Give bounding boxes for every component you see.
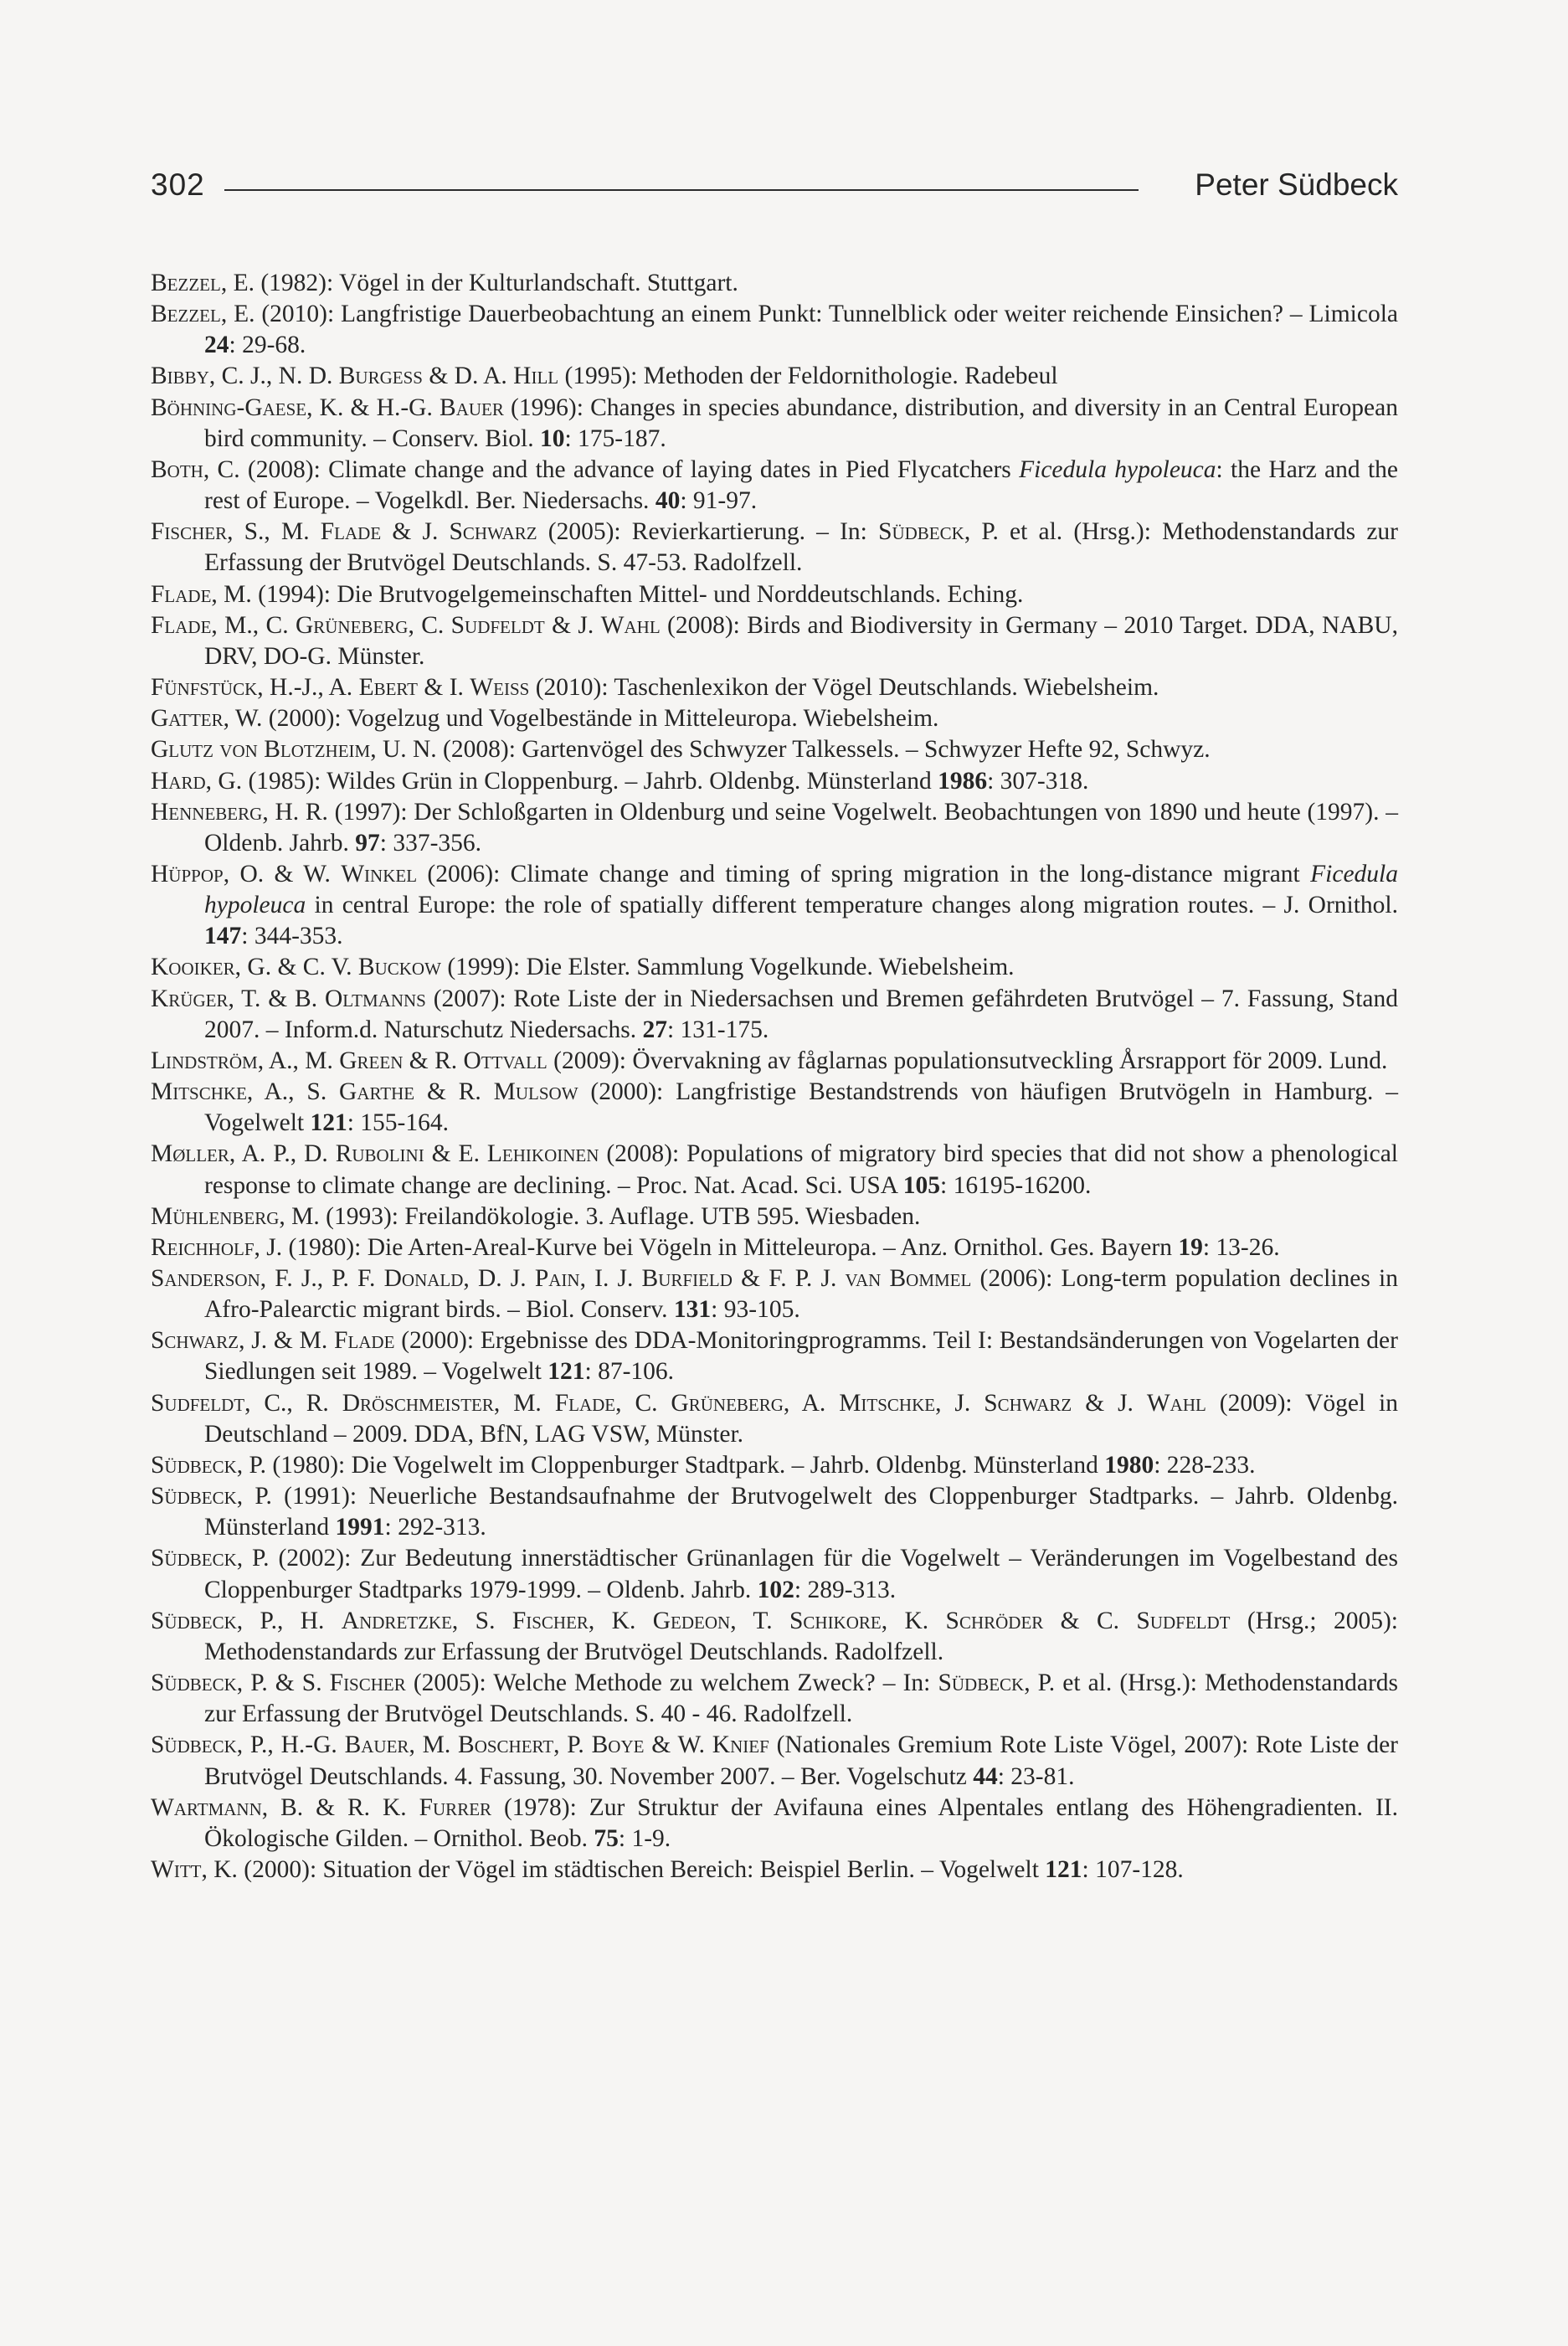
author-name: Südbeck [151,1451,237,1479]
page-number: 302 [151,167,205,202]
author-name: Hard [151,767,206,795]
species-name: Ficedula hypoleuca [1019,455,1216,483]
author-name: Dröschmeister [342,1389,494,1417]
author-name: Schwarz [449,518,537,546]
reference-text: (1978): Zur Struktur der Avifauna eines Alpentales entlang des Höhengradienten. II. Ökologische Gilden. – Ornithol. Beob. [204,1793,1399,1852]
reference-list [151,268,1398,1886]
volume-number: 10 [539,424,565,452]
reference-text: & J. [381,518,450,546]
reference-text: : 91-97. [680,487,758,515]
author-name: Kooiker [151,954,235,981]
reference-entry [151,268,1398,299]
reference-text: , K. [588,1607,653,1634]
author-name: Andretzke [341,1607,452,1634]
reference-entry [151,299,1398,361]
reference-entry [151,1606,1398,1668]
volume-number: 1986 [938,767,988,795]
reference-text: , P. (1991): Neuerliche Bestandsaufnahme der Brutvogelwelt des Cloppenburger Stadtparks. – Jahrb. Oldenbg. Münsterland [204,1483,1398,1541]
author-name: Fischer [329,1669,406,1697]
author-name: Schikore [789,1607,882,1634]
reference-text: : 87-106. [584,1358,675,1386]
reference-text: : 93-105. [711,1296,800,1324]
running-header-author: Peter Südbeck [1195,167,1398,202]
reference-text: , A. [783,1389,840,1417]
author-name: Sanderson [151,1265,260,1292]
volume-number: 147 [204,923,242,950]
author-name: Reichholf [151,1233,254,1261]
author-name: van Bommel [845,1265,972,1292]
author-name: Südbeck [151,1607,237,1634]
author-name: Rubolini [335,1140,424,1168]
reference-text: , H.-J., A. [257,674,359,702]
reference-entry [151,1201,1398,1232]
author-name: Møller [151,1140,229,1168]
reference-text: , C. J., N. D. [208,363,339,390]
reference-entry [151,1481,1398,1543]
reference-text: , C. [408,611,451,639]
reference-text: & J. [544,611,601,639]
reference-text: : 155-164. [347,1109,449,1137]
reference-text: : 13-26. [1202,1233,1280,1261]
author-name: Burfield [641,1265,733,1292]
reference-entry [151,1388,1398,1450]
volume-number: 24 [204,332,229,359]
reference-entry [151,1668,1398,1730]
reference-text: , P. et al. (Hrsg.): Methodenstandards zur Erfassung der Brutvögel Deutschlands. S. 40 - 46. Radolfzell. [204,1669,1398,1728]
volume-number: 102 [757,1576,794,1603]
reference-text: , A. P., D. [229,1140,336,1168]
volume-number: 131 [673,1296,712,1324]
author-name: Flade [151,611,212,639]
volume-number: 121 [548,1358,585,1386]
author-name: Witt [151,1855,202,1883]
author-name: Furrer [419,1793,492,1821]
reference-text: (1995): Methoden der Feldornithologie. Radebeul [558,363,1058,390]
author-name: Sudfeldt [1136,1607,1231,1634]
reference-entry [151,517,1398,579]
author-name: Schwarz [151,1327,239,1355]
reference-text: : 107-128. [1082,1855,1184,1883]
author-name: Sudfeldt [450,611,545,639]
volume-number: 40 [655,487,681,515]
species-name: Ficedula hypoleuca [204,860,1399,919]
reference-text: , P. (2002): Zur Bedeutung innerstädtischer Grünanlagen für die Vogelwelt – Veränderungen im Vogelbestand des Cloppenburger Stadtparks 1979-1999. – Oldenb. Jahrb. [204,1545,1398,1603]
author-name: Green [339,1047,404,1074]
reference-text: , O. & W. [223,860,342,887]
reference-text: (2005): Revierkartierung. – In: [537,518,879,546]
reference-text: , P., H.-G. [236,1731,345,1759]
author-name: Südbeck [151,1731,237,1759]
reference-entry [151,1077,1398,1139]
author-name: Bezzel [151,301,221,328]
reference-text: : 307-318. [987,767,1089,795]
author-name: Boye [591,1731,645,1759]
author-name: Bezzel [151,270,221,296]
reference-entry [151,1855,1398,1886]
reference-entry [151,361,1398,392]
reference-text: in central Europe: the role of spatially different temperature changes along migration routes. – J. Ornithol. [306,892,1398,919]
author-name: Boschert [458,1731,554,1759]
author-name: Südbeck [151,1483,237,1510]
author-name: Knief [712,1731,769,1759]
author-name: Mitschke [151,1078,247,1106]
reference-text: & W. [644,1731,712,1759]
reference-text: , G. & C. V. [234,954,358,981]
reference-text: , C., R. [244,1389,342,1417]
volume-number: 97 [355,829,380,857]
reference-entry [151,766,1398,797]
author-name: Ottvall [463,1047,548,1074]
author-name: Gatter [151,705,224,733]
reference-text: , B. & R. K. [261,1793,419,1821]
volume-number: 27 [642,1016,667,1043]
reference-entry [151,1730,1398,1792]
reference-entry [151,455,1398,517]
reference-entry [151,797,1398,859]
reference-entry [151,672,1398,703]
reference-entry [151,1232,1398,1263]
author-name: Glutz von Blotzheim [151,736,371,764]
author-name: Südbeck [151,1669,237,1697]
author-name: Weiß [470,674,530,702]
author-name: Südbeck [151,1545,237,1572]
author-name: Fünfstück [151,674,258,702]
author-name: Schwarz [984,1389,1072,1417]
reference-text: , T. & B. [228,985,325,1012]
reference-text: , D. J. [463,1265,535,1292]
reference-entry [151,734,1398,765]
reference-text: , C. (2008): Climate change and the advance of laying dates in Pied Flycatchers [203,455,1020,483]
reference-text: & E. [424,1140,487,1168]
author-name: Garthe [339,1078,415,1106]
reference-text: : 29-68. [229,332,306,359]
author-name: Burgess [338,363,423,390]
reference-entry [151,984,1398,1046]
author-name: Wartmann [151,1793,262,1821]
author-name: Hill [513,363,559,390]
volume-number: 19 [1178,1233,1203,1261]
reference-text: , M. (1994): Die Brutvogelgemeinschaften Mittel- und Norddeutschlands. Eching. [211,580,1024,608]
reference-text: (2005): Welche Methode zu welchem Zweck? – In: [405,1669,938,1697]
author-name: Böhning-Gaese [151,394,307,421]
author-name: Grüneberg [295,611,409,639]
reference-text: , A., S. [246,1078,340,1106]
reference-text: (2000): Ergebnisse des DDA-Monitoringprogramms. Teil I: Bestandsänderungen von Vogelarten der Siedlungen seit 1989. – Vogelwelt [204,1327,1398,1386]
reference-text: : 228-233. [1154,1451,1256,1479]
author-name: Flade [334,1327,395,1355]
reference-entry [151,1325,1398,1387]
reference-text: (2006): Long-term population declines in Afro-Palearctic migrant birds. – Biol. Conserv. [204,1265,1398,1324]
author-name: Sudfeldt [151,1389,245,1417]
volume-number: 105 [902,1171,941,1199]
reference-text: : the Harz and the rest of Europe. – Vogelkdl. Ber. Niedersachs. [204,455,1399,515]
author-name: Südbeck [878,518,964,546]
reference-text: (2008): Populations of migratory bird species that did not show a phenological response to climate change are declining. – Proc. Nat. Acad. Sci. USA [204,1140,1398,1199]
reference-text: & J. [1072,1389,1147,1417]
reference-text: , F. J., P. F. [260,1265,384,1292]
reference-text: & R. [414,1078,494,1106]
author-name: Donald [383,1265,464,1292]
reference-text: , I. J. [579,1265,642,1292]
author-name: Bibby [151,363,209,390]
reference-text: (2008): Birds and Biodiversity in Germany – 2010 Target. DDA, NABU, DRV, DO-G. Münster. [204,611,1398,670]
running-header [151,167,1398,218]
reference-entry [151,393,1398,455]
reference-text: : 131-175. [666,1016,769,1043]
reference-text: (1996): Changes in species abundance, distribution, and diversity in an Central European bird community. – Conserv. Biol. [204,394,1398,452]
author-name: Bauer [344,1731,409,1759]
reference-text: : 344-353. [241,923,343,950]
reference-entry [151,1139,1398,1201]
author-name: Wahl [1146,1389,1206,1417]
header-rule [224,189,1139,191]
reference-entry [151,1793,1398,1855]
author-name: Buckow [357,954,441,981]
reference-text: , K. [881,1607,946,1634]
reference-text: : 337-356. [379,829,482,857]
author-name: Gedeon [652,1607,731,1634]
reference-entry [151,859,1398,952]
reference-text: & R. [403,1047,464,1074]
author-name: Grüneberg [671,1389,784,1417]
reference-text: , E. (1982): Vögel in der Kulturlandschaft. Stuttgart. [220,270,738,296]
reference-text: (Hrsg.; 2005): Methodenstandards zur Erfassung der Brutvögel Deutschlands. Radolfzell. [204,1607,1398,1665]
reference-text: : 292-313. [384,1514,486,1541]
author-name: Schröder [945,1607,1044,1634]
reference-text: : 23-81. [997,1762,1075,1790]
author-name: Krüger [151,985,229,1012]
author-name: Südbeck [938,1669,1025,1697]
author-name: Winkel [341,860,418,887]
author-name: Ebert [358,674,418,702]
reference-text: & D. A. [422,363,514,390]
author-name: Henneberg [151,798,263,826]
reference-text: , J. (1980): Die Arten-Areal-Kurve bei Vögeln in Mitteleuropa. – Anz. Ornithol. Ges. Bayern [254,1233,1179,1261]
reference-text: : 175-187. [564,424,666,452]
reference-text: , P. (1980): Die Vogelwelt im Cloppenburger Stadtpark. – Jahrb. Oldenbg. Münsterland [236,1451,1105,1479]
reference-entry [151,579,1398,610]
reference-text: (2007): Rote Liste der in Niedersachsen und Bremen gefährdeten Brutvögel – 7. Fassung, Stand 2007. – Inform.d. Naturschutz Niedersachs. [204,985,1399,1043]
reference-text: , S. [451,1607,512,1634]
reference-text: (2009): Vögel in Deutschland – 2009. DDA, BfN, LAG VSW, Münster. [204,1389,1398,1448]
reference-text: , J. & M. [239,1327,335,1355]
author-name: Pain [534,1265,580,1292]
reference-text: , G. (1985): Wildes Grün in Cloppenburg. – Jahrb. Oldenbg. Münsterland [205,767,938,795]
reference-text: : 289-313. [794,1576,897,1603]
reference-text: , U. N. (2008): Gartenvögel des Schwyzer Talkessels. – Schwyzer Hefte 92, Schwyz. [370,736,1211,764]
author-name: Lindström [151,1047,258,1074]
volume-number: 75 [594,1824,619,1852]
reference-text: , M. (1993): Freilandökologie. 3. Auflage. UTB 595. Wiesbaden. [279,1202,921,1230]
reference-text: & C. [1043,1607,1137,1634]
reference-text: , E. (2010): Langfristige Dauerbeobachtung an einem Punkt: Tunnelblick oder weiter reichende Einsichen? – Limicola [220,301,1398,328]
author-name: Oltmanns [324,985,426,1012]
author-name: Fischer [512,1607,589,1634]
reference-entry [151,1450,1398,1481]
author-name: Bauer [440,394,504,421]
reference-text: , K. & H.-G. [306,394,440,421]
reference-text: , P. et al. (Hrsg.): Methodenstandards zur Erfassung der Brutvögel Deutschlands. S. 47-53. Radolfzell. [204,518,1398,577]
reference-text: : 16195-16200. [940,1171,1092,1199]
reference-text: , P., H. [236,1607,342,1634]
reference-text: , C. [615,1389,671,1417]
reference-text: , W. (2000): Vogelzug und Vogelbestände in Mitteleuropa. Wiebelsheim. [223,705,939,733]
reference-text: , P. & S. [236,1669,330,1697]
reference-text: (2009): Övervakning av fåglarnas populationsutveckling Årsrapport för 2009. Lund. [547,1047,1388,1074]
volume-number: 121 [310,1109,347,1137]
volume-number: 1980 [1104,1451,1154,1479]
reference-text: , J. [935,1389,984,1417]
reference-text: , T. [730,1607,789,1634]
author-name: Fischer [151,518,228,546]
reference-entry [151,1046,1398,1077]
volume-number: 44 [973,1762,998,1790]
author-name: Mitschke [839,1389,936,1417]
reference-text: (Nationales Gremium Rote Liste Vögel, 2007): Rote Liste der Brutvögel Deutschlands. 4. Fassung, 30. November 2007. – Ber. Vogelschutz [204,1731,1398,1790]
author-name: Hüppop [151,860,224,887]
reference-entry [151,703,1398,734]
reference-entry [151,952,1398,983]
reference-text: , P. [553,1731,592,1759]
reference-text: , M., C. [211,611,296,639]
reference-text: , S., M. [227,518,321,546]
reference-text: , M. [409,1731,459,1759]
author-name: Flade [320,518,382,546]
reference-text: , K. (2000): Situation der Vögel im städtischen Bereich: Beispiel Berlin. – Vogelwelt [201,1855,1046,1883]
volume-number: 1991 [335,1514,385,1541]
author-name: Flade [151,580,212,608]
reference-text: (1999): Die Elster. Sammlung Vogelkunde. Wiebelsheim. [440,954,1015,981]
reference-text: & I. [418,674,470,702]
author-name: Mulsow [493,1078,578,1106]
reference-text: (2010): Taschenlexikon der Vögel Deutschlands. Wiebelsheim. [529,674,1159,702]
reference-entry [151,1543,1398,1605]
reference-text: , H. R. (1997): Der Schloßgarten in Oldenburg und seine Vogelwelt. Beobachtungen von 1890 und heute (1997). – Oldenb. Jahrb. [204,798,1398,857]
reference-text: , M. [493,1389,555,1417]
reference-text: : 1-9. [618,1824,671,1852]
reference-text: & F. P. J. [732,1265,846,1292]
reference-text: , A., M. [257,1047,340,1074]
author-name: Lehikoinen [486,1140,599,1168]
volume-number: 121 [1045,1855,1082,1883]
reference-text: (2006): Climate change and timing of spring migration in the long-distance migrant [417,860,1311,887]
author-name: Mühlenberg [151,1202,280,1230]
author-name: Flade [554,1389,616,1417]
reference-entry [151,610,1398,672]
reference-entry [151,1263,1398,1325]
reference-text: (2000): Langfristige Bestandstrends von häufigen Brutvögeln in Hamburg. – Vogelwelt [204,1078,1398,1137]
author-name: Wahl [600,611,661,639]
author-name: Both [151,455,203,483]
